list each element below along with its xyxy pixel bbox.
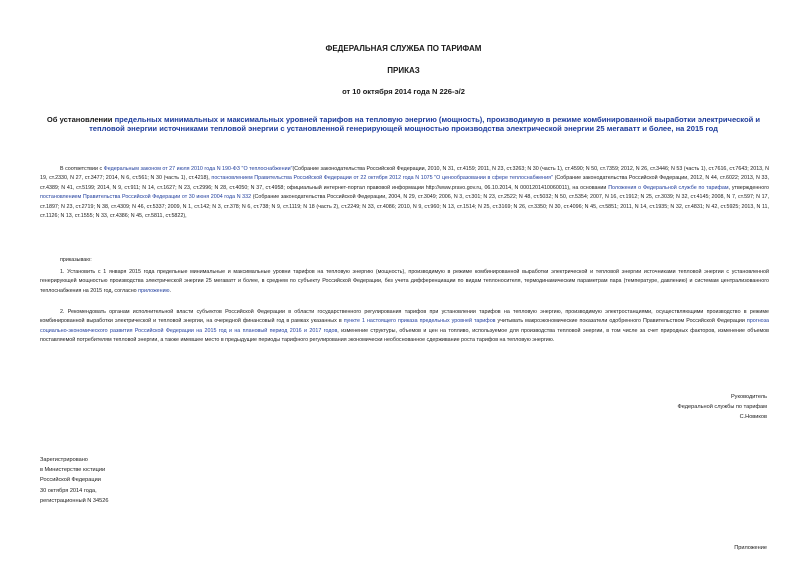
- agency-heading: ФЕДЕРАЛЬНАЯ СЛУЖБА ПО ТАРИФАМ: [325, 44, 482, 53]
- basis-text-3: (Собрание законодательства Российской Федерации, 2012, N 44, ст.6022; 2013, N 33, ст.4389; N 41, ст.5199; 2014, N 9, ст.911; N 14, ст.1627; N 23, ст.2996; N 28, ст.4050; N 37, ст.4958; официальный интернет-портал правовой информации http://www.pravo.gov.ru, 06.10.2014, N 0001201410060011), на основании: [40, 175, 769, 191]
- registration-line-3: Российской Федерации: [40, 477, 101, 484]
- registration-block: [40, 455, 108, 506]
- order-directive: приказываю:: [60, 257, 92, 263]
- forecast-link[interactable]: прогноза социально-экономического развития Российской Федерации на 2015 год и на плановый период 2016 и 2017 годов: [40, 318, 769, 334]
- registration-line-4: 30 октября 2014 года,: [40, 487, 97, 494]
- basis-text-1: В соответствии с: [60, 166, 104, 172]
- item2-text-1: 2. Рекомендовать органам исполнительной власти субъектов Российской Федерации в области государственного регулирования тарифов при установлении тарифов на тепловую энергию, производимую электростанциями, осуществляющими производство в режиме комбинированной выработки электрической и тепловой энергии, на очередной финансовый год в рамках указанных в: [40, 309, 769, 325]
- signature-position: Руководитель: [730, 394, 767, 400]
- government-decree-1075-link[interactable]: постановлением Правительства Российской Федерации от 22 октября 2012 года N 1075 "О ценообразовании в сфере теплоснабжения": [211, 175, 553, 182]
- subject-link[interactable]: предельных минимальных и максимальных уровней тарифов на тепловую энергию (мощность), производимую в режиме комбинированной выработки электрической и тепловой энергии источниками тепловой энергии с установленной генерирующей мощностью производства электрической энергии 25 мегаватт и более, на 2015 год: [89, 115, 761, 134]
- federal-law-link[interactable]: Федеральным законом от 27 июля 2010 года N 190-ФЗ "О теплоснабжении": [103, 166, 293, 172]
- document-subject: [40, 115, 767, 134]
- order-item-2: [40, 308, 769, 346]
- basis-text-4: , утвержденного: [728, 184, 770, 191]
- order-item-1: [40, 268, 769, 296]
- signature-organization: Федеральной службы по тарифам: [677, 404, 767, 411]
- item1-text: 1. Установить с 1 января 2015 года предельные минимальные и максимальные уровни тарифов на тепловую энергию (мощность), производимую в режиме комбинированной выработки электрической и тепловой энергии источниками тепловой энергии с установленной генерирующей мощностью производства электрической энергии 25 мегаватт и более, в среднем по субъекту Российской Федерации, без учета дифференциации по видам теплоносителя, термодинамическим параметрам пара (температуре, давлению) и системам централизованного теплоснабжения на 2015 год, согласно: [40, 269, 769, 294]
- item1-end: .: [169, 287, 172, 294]
- appendix-label: Приложение: [734, 545, 767, 551]
- basis-text-2: (Собрание законодательства Российской Федерации, 2010, N 31, ст.4159; 2011, N 23, ст.3263; N 30 (часть 1), ст.4590; N 50, ст.7359; 2012, N 26, ст.3446; N 53 (часть 1), ст.7616, ст.7643; 2013, N 19, ст.2330, N 27, ст.3477; 2014, N 6, ст.561; N 30 (часть 1), ст.4218),: [40, 166, 769, 182]
- registration-line-2: в Министерстве юстиции: [40, 467, 106, 474]
- signature-name: С.Новиков: [739, 414, 767, 421]
- document-type-heading: ПРИКАЗ: [387, 66, 420, 75]
- subject-prefix: Об установлении: [46, 115, 115, 124]
- government-decree-332-link[interactable]: постановлением Правительства Российской Федерации от 30 июня 2004 года N 332: [40, 194, 252, 201]
- registration-line-1: Зарегистрировано: [40, 457, 88, 463]
- basis-text-5: (Собрание законодательства Российской Федерации, 2004, N 29, ст.3049; 2006, N 3, ст.301; N 23, ст.2522; N 48, ст.5032; N 50, ст.5354; 2007, N 16, ст.1912; N 25, ст.3039; N 32, ст.4145; 2008, N 7, ст.597; N 17, ст.1897; N 23, ст.2719; N 38, ст.4309; N 46, ст.5337; 2009, N 1, ст.142; N 3, ст.378; N 6, ст.738; N 9, ст.1119; N 18 (часть 2), ст.2249; N 33, ст.4086; 2010, N 9, ст.960; N 13, ст.1514; N 25, ст.3169; N 26, ст.3350; N 30, ст.4096; N 45, ст.5851; 2011, N 14, ст.1935; N 32, ст.4831; N 42, ст.5925; 2013, N 11, ст.1126; N 13, ст.1555; N 33, ст.4386; N 45, ст.5811, ст.5822),: [40, 194, 769, 220]
- legal-basis-paragraph: [40, 165, 769, 222]
- item1-reference-link[interactable]: пункте 1 настоящего приказа предельных уровней тарифов: [343, 318, 496, 325]
- document-date-number: от 10 октября 2014 года N 226-э/2: [342, 87, 465, 96]
- item2-text-2: учитывать макроэкономические показатели одобренного Правительством Российской Федерации: [495, 318, 747, 325]
- fst-regulation-link[interactable]: Положения о Федеральной службе по тарифам: [608, 184, 729, 191]
- signature-block: [678, 392, 768, 423]
- registration-line-5: регистрационный N 34526: [40, 497, 109, 504]
- appendix-link[interactable]: приложению: [138, 287, 170, 294]
- item2-text-3: , изменение структуры, объемов и цен на топливо, используемое для производства тепловой энергии, в том числе за счет природных факторов, изменение объемов поставляемой потребителям тепловой энергии, а также имевшее место в предыдущие периоды тарифного регулирования экономически необоснованное сдерживание роста тарифов на тепловую энергию.: [40, 327, 769, 344]
